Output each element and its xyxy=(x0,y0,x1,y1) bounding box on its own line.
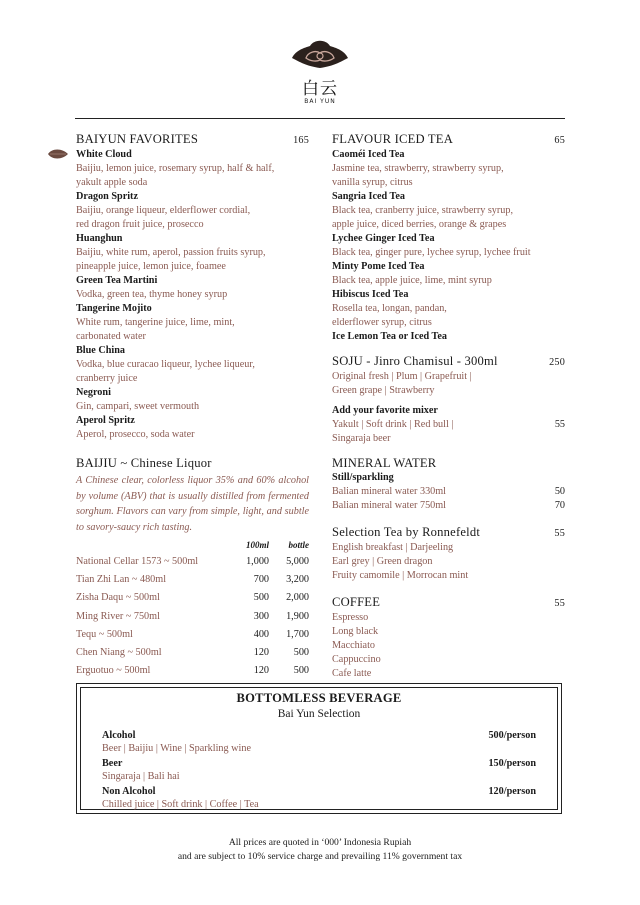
favorites-header xyxy=(76,132,309,148)
footer-line: and are subject to 10% service charge and prevailing 11% government tax xyxy=(177,851,463,862)
menu-item xyxy=(76,344,309,386)
baijiu-price-bottle: 3,200 xyxy=(286,574,309,586)
item-name: White Cloud xyxy=(76,149,132,160)
favorites-price: 165 xyxy=(293,135,309,146)
baijiu-row xyxy=(76,662,309,680)
baijiu-name: National Cellar 1573 ~ 500ml xyxy=(76,556,199,567)
baijiu-header xyxy=(76,456,309,471)
coffee-item: Cappuccino xyxy=(332,654,381,665)
item-name: Sangria Iced Tea xyxy=(332,191,406,202)
bottomless-beverage-box xyxy=(76,683,562,814)
item-description: Vodka, green tea, thyme honey syrup xyxy=(76,289,228,300)
bottomless-row xyxy=(102,729,536,755)
menu-item xyxy=(76,302,309,344)
item-description: Black tea, apple juice, lime, mint syrup xyxy=(332,275,492,286)
leaf-marker-icon xyxy=(47,148,69,160)
item-description: White rum, tangerine juice, lime, mint, xyxy=(76,317,235,328)
baijiu-title: BAIJIU ~ Chinese Liquor xyxy=(76,456,212,470)
item-description: Aperol, prosecco, soda water xyxy=(76,429,195,440)
baijiu-row xyxy=(76,589,309,607)
item-description: Baijiu, lemon juice, rosemary syrup, half & half, xyxy=(76,163,275,174)
baijiu-price-100ml: 500 xyxy=(253,592,269,604)
iced-tea-price: 65 xyxy=(554,135,565,146)
favorites-list xyxy=(76,148,309,442)
baijiu-name: Zisha Daqu ~ 500ml xyxy=(76,592,160,604)
coffee-item: Long black xyxy=(332,626,379,637)
menu-item xyxy=(76,414,309,442)
bottomless-price: 120/person xyxy=(488,786,536,797)
col-bottle-header: bottle xyxy=(288,540,309,550)
item-description: cranberry juice xyxy=(76,373,138,384)
item-name: Minty Pome Iced Tea xyxy=(332,261,425,272)
bottomless-title: BOTTOMLESS BEVERAGE xyxy=(236,691,402,705)
selection-tea-price: 55 xyxy=(554,528,565,539)
mixer-options: Yakult | Soft drink | Red bull | xyxy=(332,419,454,430)
bottomless-row xyxy=(102,757,536,783)
iced-tea-list xyxy=(332,148,565,344)
item-description: vanilla syrup, citrus xyxy=(332,177,413,188)
favorites-title: BAIYUN FAVORITES xyxy=(76,132,199,146)
baijiu-name: Chen Niang ~ 500ml xyxy=(76,647,162,659)
mineral-subtitle: Still/sparkling xyxy=(332,472,394,483)
baijiu-price-bottle: 1,700 xyxy=(286,628,309,640)
menu-item xyxy=(332,232,565,260)
mineral-title: MINERAL WATER xyxy=(332,456,437,470)
selection-tea-title: Selection Tea by Ronnefeldt xyxy=(332,525,481,539)
item-description: Jasmine tea, strawberry, strawberry syrup, xyxy=(332,163,504,174)
logo xyxy=(290,36,350,106)
bottomless-row xyxy=(102,785,536,811)
baijiu-price-100ml: 400 xyxy=(253,628,269,640)
menu-item xyxy=(76,148,309,190)
menu-item xyxy=(332,148,565,190)
item-description: Baijiu, white rum, aperol, passion fruits syrup, xyxy=(76,247,266,258)
item-description: apple juice, diced berries, orange & grapes xyxy=(332,219,507,230)
baijiu-price-100ml: 300 xyxy=(253,610,269,622)
baijiu-name: Tian Zhi Lan ~ 480ml xyxy=(76,574,167,586)
menu-item xyxy=(332,260,565,288)
menu-item xyxy=(76,274,309,302)
menu-item xyxy=(76,190,309,232)
coffee-title: COFFEE xyxy=(332,595,381,609)
bottomless-desc: Beer | Baijiu | Wine | Sparkling wine xyxy=(102,743,251,754)
baijiu-price-bottle: 500 xyxy=(293,647,309,659)
item-name: Negroni xyxy=(76,387,111,398)
mineral-price: 50 xyxy=(554,486,565,497)
soju-price: 250 xyxy=(549,357,565,368)
iced-tea-title: FLAVOUR ICED TEA xyxy=(332,132,453,146)
mixer-title: Add your favorite mixer xyxy=(332,405,438,416)
soju-flavors: Green grape | Strawberry xyxy=(332,385,435,396)
item-description: Black tea, cranberry juice, strawberry syrup, xyxy=(332,205,514,216)
mixer-options: Singaraja beer xyxy=(332,433,391,444)
coffee-price: 55 xyxy=(554,598,565,609)
item-name: Dragon Spritz xyxy=(76,191,138,202)
baijiu-price-100ml: 700 xyxy=(253,574,269,586)
top-divider xyxy=(75,118,565,119)
bottomless-desc: Singaraja | Bali hai xyxy=(102,771,180,782)
baijiu-price-bottle: 1,900 xyxy=(286,610,309,622)
right-column xyxy=(332,132,565,681)
baijiu-row xyxy=(76,644,309,662)
mineral-name: Balian mineral water 750ml xyxy=(332,500,447,511)
soju-title: SOJU - Jinro Chamisul - 300ml xyxy=(332,354,498,368)
logo-latin-text: BAI YUN xyxy=(304,98,336,105)
item-description: red dragon fruit juice, prosecco xyxy=(76,219,204,230)
mineral-row xyxy=(332,499,565,513)
baijiu-row xyxy=(76,553,309,571)
coffee-header xyxy=(332,595,565,611)
baijiu-price-bottle: 500 xyxy=(293,665,309,677)
bottomless-price: 500/person xyxy=(488,730,536,741)
baijiu-price-100ml: 1,000 xyxy=(246,556,269,567)
menu-item xyxy=(76,386,309,414)
baijiu-name: Tequ ~ 500ml xyxy=(76,628,133,640)
tea-options: English breakfast | Darjeeling xyxy=(332,542,454,553)
cloud-logo-icon xyxy=(290,36,350,74)
mixer-price: 55 xyxy=(554,419,565,430)
selection-tea-header xyxy=(332,525,565,541)
bottomless-name: Non Alcohol xyxy=(102,786,156,797)
item-description: elderflower syrup, citrus xyxy=(332,317,432,328)
baijiu-name: Ming River ~ 750ml xyxy=(76,610,160,622)
bottomless-name: Alcohol xyxy=(102,730,136,741)
item-name: Lychee Ginger Iced Tea xyxy=(332,233,435,244)
item-description: pineapple juice, lemon juice, foamee xyxy=(76,261,226,272)
item-name: Aperol Spritz xyxy=(76,415,135,426)
iced-tea-header xyxy=(332,132,565,148)
baijiu-description: A Chinese clear, colorless liquor 35% and 60% alcohol by volume (ABV) that is usually distilled from fermented sorghum. Flavors can vary from simple, light, and subtle to savory-saucy rich tasting. xyxy=(76,475,309,533)
coffee-item: Cafe latte xyxy=(332,668,372,679)
mixer-row xyxy=(332,418,565,432)
tea-options: Fruity camomile | Morrocan mint xyxy=(332,570,469,581)
item-name: Huanghun xyxy=(76,233,123,244)
bottomless-name: Beer xyxy=(102,758,123,769)
left-column xyxy=(76,132,309,680)
item-name: Hibiscus Iced Tea xyxy=(332,289,409,300)
baijiu-price-100ml: 120 xyxy=(253,665,269,677)
item-name: Caoméi Iced Tea xyxy=(332,149,405,160)
bottomless-desc: Chilled juice | Soft drink | Coffee | Tea xyxy=(102,799,259,810)
item-name: Ice Lemon Tea or Iced Tea xyxy=(332,331,447,342)
coffee-item: Macchiato xyxy=(332,640,375,651)
footer-note xyxy=(0,836,640,864)
tea-options: Earl grey | Green dragon xyxy=(332,556,433,567)
logo-chinese-text: 白云 xyxy=(302,79,338,99)
mineral-header xyxy=(332,456,565,471)
coffee-item: Espresso xyxy=(332,612,369,623)
baijiu-column-headers xyxy=(76,539,309,551)
footer-line: All prices are quoted in ‘000’ Indonesia Rupiah xyxy=(228,837,412,848)
baijiu-row xyxy=(76,608,309,626)
item-name: Green Tea Martini xyxy=(76,275,158,286)
menu-item xyxy=(332,190,565,232)
baijiu-list xyxy=(76,553,309,680)
baijiu-row xyxy=(76,571,309,589)
item-description: yakult apple soda xyxy=(76,177,148,188)
mineral-name: Balian mineral water 330ml xyxy=(332,486,447,497)
soju-flavors: Original fresh | Plum | Grapefruit | xyxy=(332,371,472,382)
bottomless-list xyxy=(102,729,536,813)
baijiu-row xyxy=(76,626,309,644)
baijiu-price-bottle: 2,000 xyxy=(286,592,309,604)
item-name: Tangerine Mojito xyxy=(76,303,152,314)
menu-item xyxy=(76,232,309,274)
mineral-price: 70 xyxy=(554,500,565,511)
item-description: Baijiu, orange liqueur, elderflower cordial, xyxy=(76,205,251,216)
item-name: Blue China xyxy=(76,345,125,356)
item-description: Gin, campari, sweet vermouth xyxy=(76,401,200,412)
bottomless-price: 150/person xyxy=(488,758,536,769)
soju-header xyxy=(332,354,565,370)
col-100ml-header: 100ml xyxy=(245,540,269,550)
item-description: carbonated water xyxy=(76,331,146,342)
bottomless-subtitle: Bai Yun Selection xyxy=(277,708,361,720)
item-description: Rosella tea, longan, pandan, xyxy=(332,303,447,314)
baijiu-name: Erguotuo ~ 500ml xyxy=(76,665,151,677)
menu-item xyxy=(332,288,565,330)
baijiu-price-bottle: 5,000 xyxy=(286,556,309,567)
baijiu-price-100ml: 120 xyxy=(253,647,269,659)
item-description: Black tea, ginger pure, lychee syrup, lychee fruit xyxy=(332,247,531,258)
item-description: Vodka, blue curacao liqueur, lychee liqueur, xyxy=(76,359,255,370)
menu-item xyxy=(332,330,565,344)
mineral-row xyxy=(332,485,565,499)
